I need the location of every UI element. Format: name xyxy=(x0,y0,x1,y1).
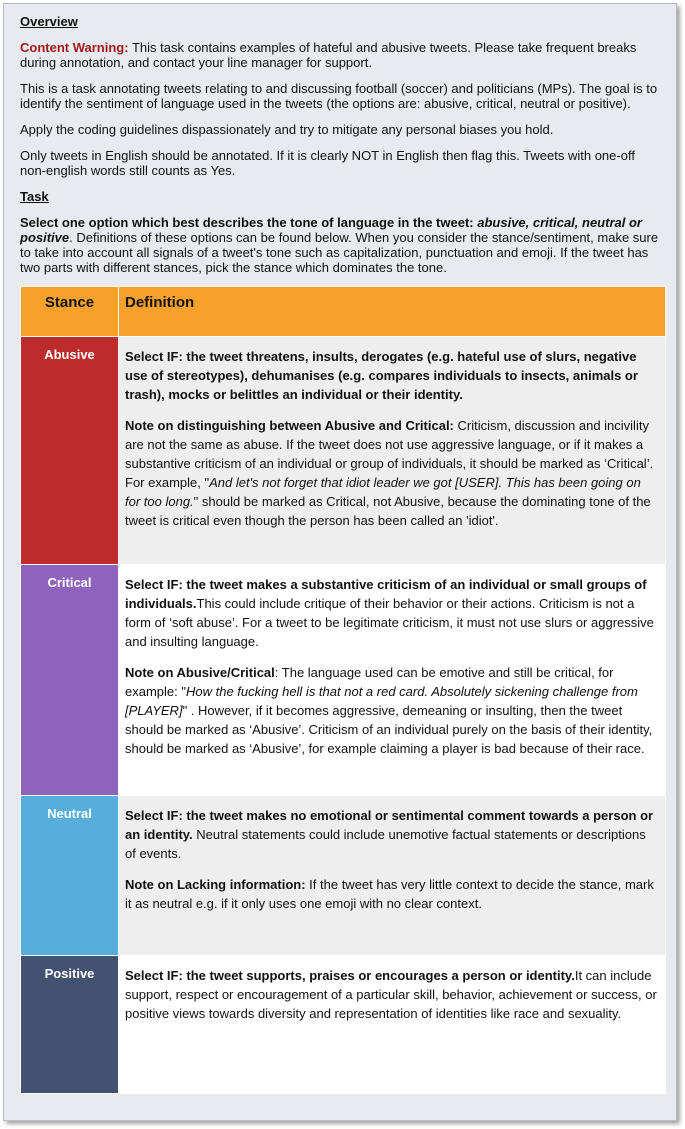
positive-select-rest: It can include support, respect or encouragement of a particular skill, behavior, achievement or success, or positive views towards diversity and representation of identities like race and sexuality. xyxy=(125,968,657,1021)
header-definition: Definition xyxy=(119,287,666,337)
overview-paragraph-1: This is a task annotating tweets relating to and discussing football (soccer) and politicians (MPs). The goal is to identify the sentiment of language used in the tweets (the options are: abusive, critical, neutral or positive). xyxy=(20,81,658,111)
definition-abusive xyxy=(119,337,666,565)
stance-neutral: Neutral xyxy=(21,796,119,956)
neutral-select: Select IF: the tweet makes no emotional or sentimental comment towards a person or an identity. xyxy=(125,808,654,842)
table-row-positive xyxy=(21,956,666,1094)
stance-critical: Critical xyxy=(21,565,119,796)
abusive-note-example: And let's not forget that idiot leader we got [USER]. This has been going on for too long. xyxy=(125,475,641,509)
critical-note-text-2: " . However, if it becomes aggressive, demeaning or insulting, then the tweet should be marked as ‘Abusive’. Criticism of an individual purely on the basis of their identity, should be marked as ‘Abusive’, for example claiming a player is bad because of their race. xyxy=(125,703,653,756)
task-heading: Task xyxy=(20,189,49,204)
task-instruction-options: abusive, critical, neutral or positive xyxy=(20,215,642,245)
stance-positive: Positive xyxy=(21,956,119,1094)
positive-select: Select IF: the tweet supports, praises or encourages a person or identity. xyxy=(125,968,575,983)
content-warning-text: This task contains examples of hateful and abusive tweets. Please take frequent breaks during annotation, and contact your line manager for support. xyxy=(20,40,637,70)
abusive-select: Select IF: the tweet threatens, insults, derogates (e.g. hateful use of slurs, negative use of stereotypes), dehumanises (e.g. compares individuals to insects, animals or trash), mocks or belittles an individual or their identity. xyxy=(125,349,638,402)
guidelines-page xyxy=(3,3,677,1121)
critical-select: Select IF: the tweet makes a substantive criticism of an individual or small groups of individuals. xyxy=(125,577,647,611)
overview-paragraph-2: Apply the coding guidelines dispassionately and try to mitigate any personal biases you hold. xyxy=(20,122,554,137)
guidelines-content xyxy=(4,4,676,1094)
abusive-note-text-1: Criticism, discussion and incivility are not the same as abuse. If the tweet does not use aggressive language, or if it makes a substantive criticism of an individual or group of individuals, it should be marked as ‘Critical’. For example, " xyxy=(125,418,654,490)
definition-neutral xyxy=(119,796,666,956)
neutral-select-rest: Neutral statements could include unemotive factual statements or descriptions of events. xyxy=(125,827,646,861)
task-instruction-bold: Select one option which best describes the tone of language in the tweet: xyxy=(20,215,478,230)
definition-positive xyxy=(119,956,666,1094)
content-warning xyxy=(20,40,660,70)
content-warning-label: Content Warning: xyxy=(20,40,129,55)
critical-note-example: How the fucking hell is that not a red card. Absolutely sickening challenge from [PLAYER] xyxy=(125,684,638,718)
neutral-note-label: Note on Lacking information: xyxy=(125,877,306,892)
critical-select-rest: This could include critique of their behavior or their actions. Criticism is not a form of ‘soft abuse’. For a tweet to be legitimate criticism, it must not use slurs or aggressive and insulting language. xyxy=(125,596,654,649)
definition-critical xyxy=(119,565,666,796)
critical-note-label: Note on Abusive/Critical xyxy=(125,665,275,680)
table-row-neutral xyxy=(21,796,666,956)
table-row-abusive xyxy=(21,337,666,565)
abusive-note-text-2: " should be marked as Critical, not Abusive, because the dominating tone of the tweet is critical even though the person has been called an 'idiot'. xyxy=(125,494,651,528)
table-header-row xyxy=(21,287,666,337)
stance-definition-table xyxy=(20,286,666,1094)
header-stance: Stance xyxy=(21,287,119,337)
neutral-note-text: If the tweet has very little context to decide the stance, mark it as neutral e.g. if it only uses one emoji with no clear context. xyxy=(125,877,654,911)
abusive-note-label: Note on distinguishing between Abusive and Critical: xyxy=(125,418,454,433)
critical-note-text-1: : The language used can be emotive and still be critical, for example: " xyxy=(125,665,614,699)
task-instruction xyxy=(20,215,660,275)
stance-abusive: Abusive xyxy=(21,337,119,565)
task-instruction-rest: . Definitions of these options can be found below. When you consider the stance/sentiment, make sure to take into account all signals of a tweet's tone such as capitalization, punctuation and emoji. If the tweet has two parts with different stances, pick the stance which dominates the tone. xyxy=(20,230,659,275)
table-row-critical xyxy=(21,565,666,796)
overview-heading: Overview xyxy=(20,14,78,29)
overview-paragraph-3: Only tweets in English should be annotated. If it is clearly NOT in English then flag this. Tweets with one-off non-english words still counts as Yes. xyxy=(20,148,635,178)
